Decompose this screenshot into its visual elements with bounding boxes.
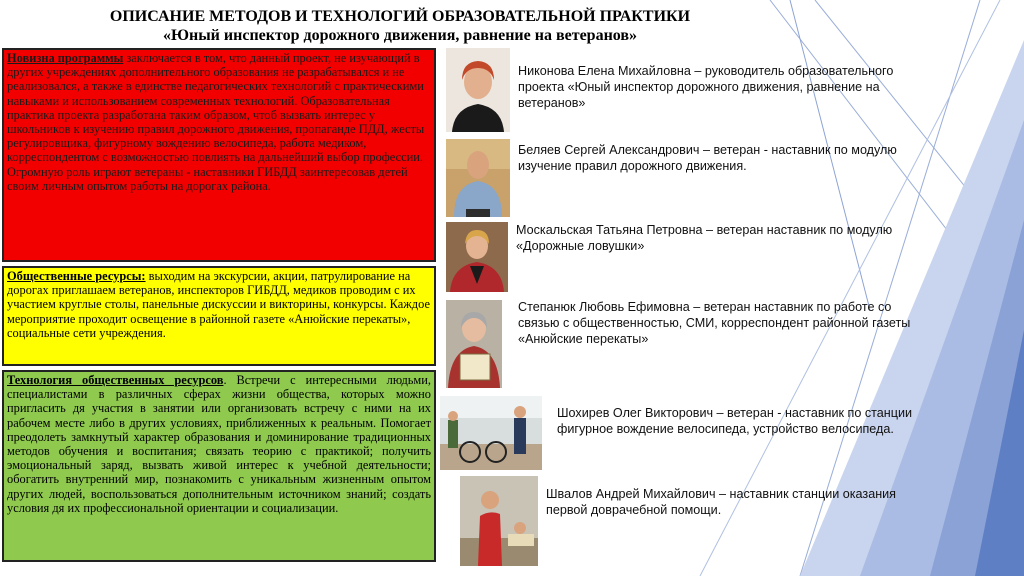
- caption-shvalov: Швалов Андрей Михайлович – наставник станции оказания первой доврачебной помощи.: [546, 487, 897, 517]
- photo-shvalov: [460, 476, 538, 566]
- photo-stepanyuk: [446, 300, 502, 388]
- photo-moskalskaya: [446, 222, 508, 292]
- photo-belyaev: [446, 139, 510, 217]
- technology-label: Технология общественных ресурсов: [7, 373, 224, 387]
- novelty-text: заключается в том, что данный проект, не изучающий в других учреждениях дополнительного образования не разрабатывался и не реализовался, а также в единстве педагогических технологий с практическими навыками и использованием современных технологий. Образовательная практика проекта разработана таким образом, чтоб вызвать интерес у школьников к изучению правил дорожного движения, пропаганде ПДД, жесты регулировщика, фигурному вождению велосипеда, работа медиком, корреспондентом с возможностью повлиять на дальнейший выбор профессии. Огромную роль играют ветераны - наставники ГИБДД заинтересовав детей своим личным опытом работы на дорогах района.: [7, 51, 425, 193]
- caption-stepanyuk: Степанюк Любовь Ефимовна – ветеран наставник по работе со связью с общественностью, СМИ, корреспондент районной газеты «Анюйские перекаты»: [518, 300, 911, 346]
- technology-text: . Встречи с интересными людьми, специалистами в различных сферах жизни общества, которых можно пригласить дя участия в занятии или организовать встречу с ними на их рабочем месте либо в других условиях, приближенных к реальным. Помогает преодолеть замкнутый характер образования и доминирование традиционных методов обучения и воспитания; связать теорию с практикой; получить эмоциональный заряд, вызвать живой интерес к учебной деятельности; обогатить внутренний мир, познакомить с уникальным жизненным опытом других людей, воспользоваться дополнительным источником знаний; создать условия дя их профессиональной ориентации и социализации.: [7, 373, 431, 515]
- novelty-box: [2, 48, 436, 262]
- resources-text: выходим на экскурсии, акции, патрулирование на дорогах приглашаем ветеранов, инспекторов ГИБДД, медиков проводим с их участием круглые столы, панельные дискуссии и викторины, конкурсы. Каждое мероприятие проходит освещение в районной газете «Анюйские перекаты», социальные сети учреждения.: [7, 269, 430, 340]
- caption-moskalskaya: Москальская Татьяна Петровна – ветеран наставник по модулю «Дорожные ловушки»: [516, 223, 893, 253]
- photo-shokhirev: [440, 396, 542, 470]
- caption-belyaev: Беляев Сергей Александрович – ветеран - наставник по модулю изучение правил дорожного движения.: [518, 143, 897, 173]
- technology-box: [2, 370, 436, 562]
- resources-box: [2, 266, 436, 366]
- photo-nikonova: [446, 48, 510, 132]
- slide-title-line1: ОПИСАНИЕ МЕТОДОВ И ТЕХНОЛОГИЙ ОБРАЗОВАТЕЛЬНОЙ ПРАКТИКИ: [109, 8, 691, 25]
- caption-shokhirev: Шохирев Олег Викторович – ветеран - наставник по станции фигурное вождение велосипеда, устройство велосипеда.: [557, 406, 913, 436]
- novelty-label: Новизна программы: [7, 51, 124, 65]
- resources-label: Общественные ресурсы:: [7, 269, 146, 283]
- slide-title-line2: «Юный инспектор дорожного движения, равнение на ветеранов»: [162, 27, 638, 44]
- caption-nikonova: Никонова Елена Михайловна – руководитель образовательного проекта «Юный инспектор дорожного движения, равнение на ветеранов»: [518, 64, 894, 110]
